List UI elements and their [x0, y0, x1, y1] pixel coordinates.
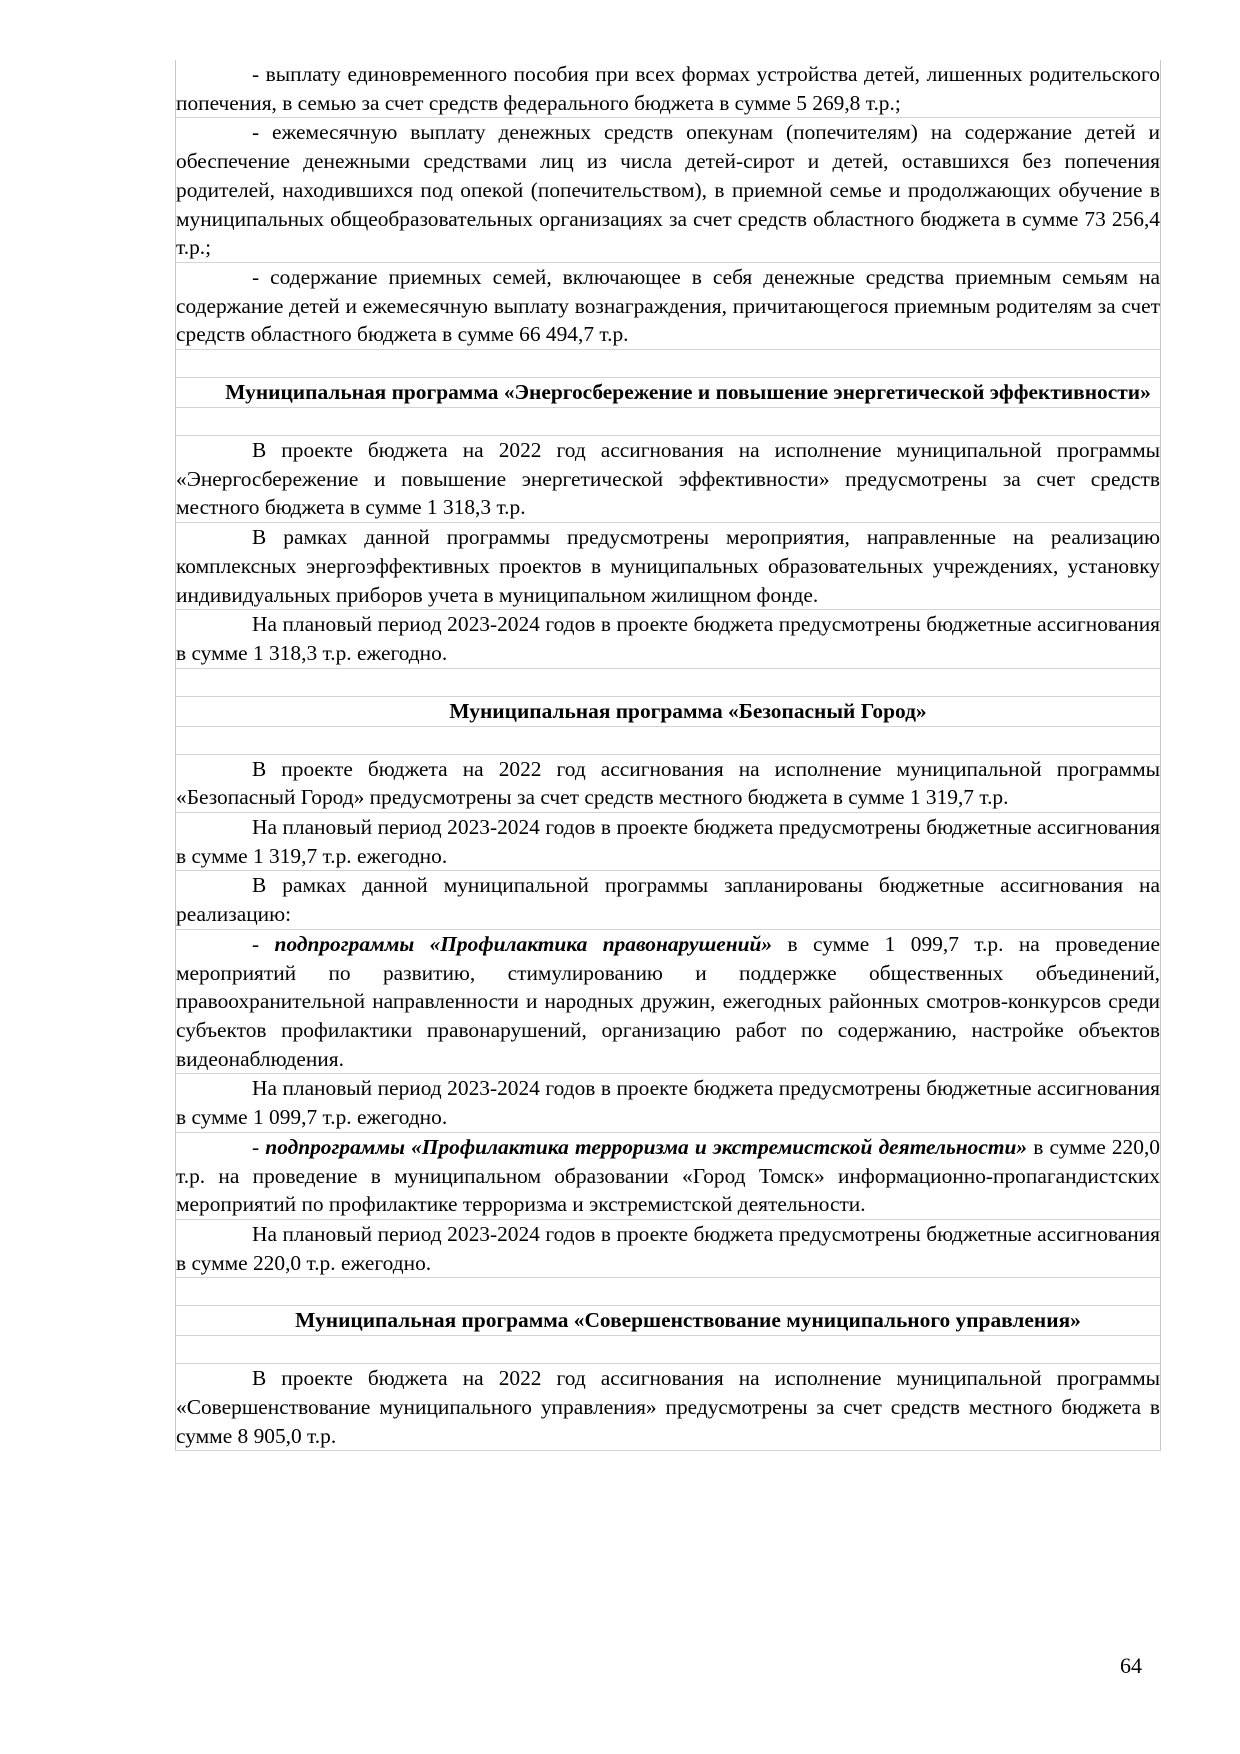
paragraph-safe-city-allocations: В рамках данной муниципальной программы запланированы бюджетные ассигнования на реализацию:	[176, 871, 1160, 929]
subprogram-crime-prevention-title: подпрограммы «Профилактика правонарушений»	[274, 931, 773, 956]
subprogram-crime-prevention-text: в сумме 1 099,7 т.р. на проведение мероприятий по развитию, стимулированию и поддержке общественных объединений, правоохранительной направленности и народных дружин, ежегодных районных смотров-конкурсов среди субъектов профилактики правонарушений, организацию работ по содержанию, настройке объектов видеонаблюдения.	[176, 931, 1160, 1071]
paragraph-crime-prevention-planned: На плановый период 2023-2024 годов в проекте бюджета предусмотрены бюджетные ассигнования в сумме 1 099,7 т.р. ежегодно.	[176, 1074, 1160, 1132]
paragraph-management-budget: В проекте бюджета на 2022 год ассигнования на исполнение муниципальной программы «Совершенствование муниципального управления» предусмотрены за счет средств местного бюджета в сумме 8 905,0 т.р.	[176, 1364, 1160, 1451]
section-title-safe-city: Муниципальная программа «Безопасный Город»	[176, 697, 1160, 727]
paragraph-foster-families: - содержание приемных семей, включающее в себя денежные средства приемным семьям на содержание детей и ежемесячную выплату вознаграждения, причитающегося приемным родителям за счет средств областного бюджета в сумме 66 494,7 т.р.	[176, 263, 1160, 350]
paragraph-guardian-payments: - ежемесячную выплату денежных средств опекунам (попечителям) на содержание детей и обеспечение денежными средствами лиц из числа детей-сирот и детей, оставшихся без попечения родителей, находившихся под опекой (попечительством), в приемной семье и продолжающих обучение в муниципальных общеобразовательных организациях за счет средств областного бюджета в сумме 73 256,4 т.р.;	[176, 118, 1160, 263]
paragraph-energy-planned: На плановый период 2023-2024 годов в проекте бюджета предусмотрены бюджетные ассигнования в сумме 1 318,3 т.р. ежегодно.	[176, 610, 1160, 668]
page-number: 64	[1120, 1653, 1142, 1678]
paragraph-energy-budget: В проекте бюджета на 2022 год ассигнования на исполнение муниципальной программы «Энергосбережение и повышение энергетической эффективности» предусмотрены за счет средств местного бюджета в сумме 1 318,3 т.р.	[176, 436, 1160, 523]
spacer-row	[176, 1278, 1160, 1306]
paragraph-energy-measures: В рамках данной программы предусмотрены мероприятия, направленные на реализацию комплексных энергоэффективных проектов в муниципальных образовательных учреждениях, установку индивидуальных приборов учета в муниципальном жилищном фонде.	[176, 523, 1160, 610]
spacer-row	[176, 669, 1160, 697]
paragraph-safe-city-budget: В проекте бюджета на 2022 год ассигнования на исполнение муниципальной программы «Безопасный Город» предусмотрены за счет средств местного бюджета в сумме 1 319,7 т.р.	[176, 755, 1160, 813]
list-dash: -	[252, 1134, 266, 1159]
paragraph-terrorism-prevention-planned: На плановый период 2023-2024 годов в проекте бюджета предусмотрены бюджетные ассигнования в сумме 220,0 т.р. ежегодно.	[176, 1220, 1160, 1278]
section-title-municipal-management: Муниципальная программа «Совершенствование муниципального управления»	[176, 1306, 1160, 1336]
spacer-row	[176, 408, 1160, 436]
spacer-row	[176, 1336, 1160, 1364]
list-dash: -	[252, 931, 275, 956]
paragraph-safe-city-planned: На плановый период 2023-2024 годов в проекте бюджета предусмотрены бюджетные ассигнования в сумме 1 319,7 т.р. ежегодно.	[176, 813, 1160, 871]
paragraph-subprogram-crime-prevention	[176, 930, 1160, 1075]
subprogram-terrorism-prevention-text: в сумме 220,0 т.р. на проведение в муниципальном образовании «Город Томск» информационно-пропагандистских мероприятий по профилактике терроризма и экстремистской деятельности.	[176, 1134, 1160, 1217]
paragraph-lump-sum-benefit: - выплату единовременного пособия при всех формах устройства детей, лишенных родительского попечения, в семью за счет средств федерального бюджета в сумме 5 269,8 т.р.;	[176, 60, 1160, 118]
spacer-row	[176, 727, 1160, 755]
section-title-energy: Муниципальная программа «Энергосбережение и повышение энергетической эффективности»	[176, 378, 1160, 408]
spacer-row	[176, 350, 1160, 378]
paragraph-subprogram-terrorism-prevention	[176, 1133, 1160, 1220]
subprogram-terrorism-prevention-title: подпрограммы «Профилактика терроризма и экстремистской деятельности»	[265, 1134, 1028, 1159]
document-body	[175, 60, 1161, 1451]
